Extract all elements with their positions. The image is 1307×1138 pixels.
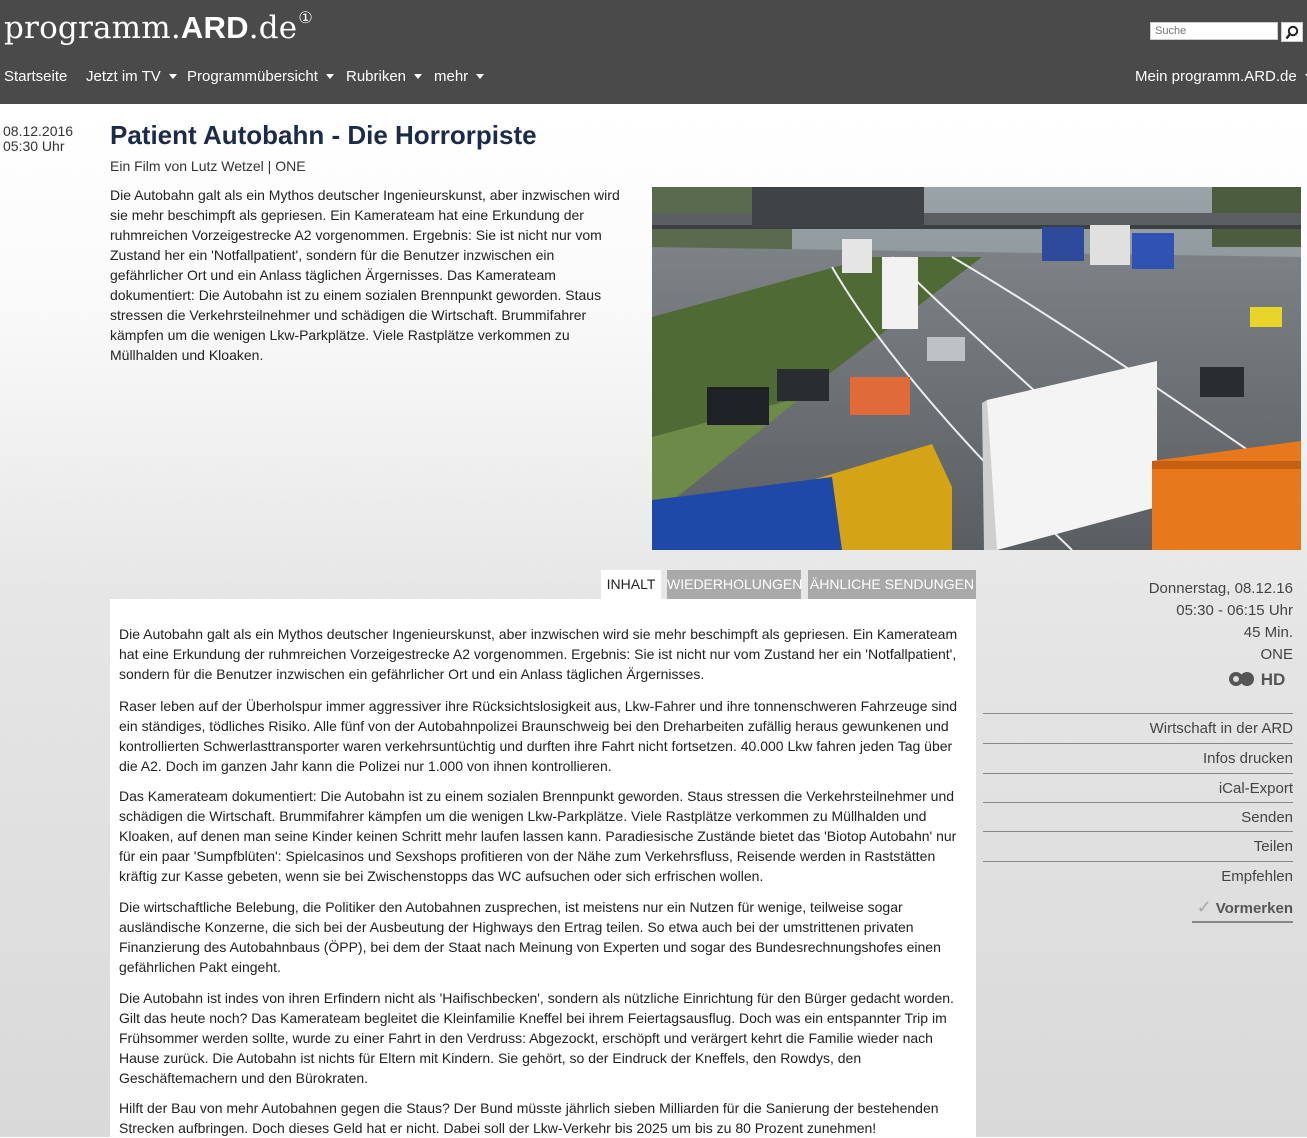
broadcast-day: Donnerstag, 08.12.16 bbox=[1148, 580, 1293, 597]
content-paragraph: Das Kamerateam dokumentiert: Die Autobahn ist zu einem sozialen Brennpunkt geworden. Staus stressen die Verkehrsteilnehmer und schädigen die Wirtschaft. Brummifahrer kämpfen um die wenigen Lkw-Parkplätze. Viele Rastplätze verkommen zu Müllhalden und Kloaken, auf denen man seine Kinder keinen Schritt mehr laufen lassen kann. Paradiesische Zustände bietet das 'Biotop Autobahn' nur für ein paar 'Sumpfblüten': Spielcasinos und Sexshops profitieren von der Nähe zum Verkehrsfluss, Reisende werden in Raststätten kräftig zur Kasse gebeten, wenn sie bei Zwischenstopps das WC aufsuchen oder sich erfrischen wollen. bbox=[119, 788, 957, 884]
content-paragraph: Hilft der Bau von mehr Autobahnen gegen die Staus? Der Bund müsste jährlich sieben Milliarden für die Sanierung der bestehenden Strecken aufbringen. Doch dieses Geld hat er nicht. Dabei soll der Lkw-Verkehr bis 2025 um bis zu 80 Prozent zunehmen! bbox=[119, 1100, 939, 1136]
nav-mehr[interactable] bbox=[434, 68, 484, 85]
chevron-down-icon bbox=[476, 74, 484, 79]
action-teilen[interactable]: Teilen bbox=[983, 831, 1293, 861]
nav-label: Startseite bbox=[4, 68, 68, 85]
nav-programmuebersicht[interactable] bbox=[187, 68, 334, 85]
nav-label: Rubriken bbox=[346, 68, 407, 85]
airdate-date: 08.12.2016 bbox=[3, 123, 74, 139]
chevron-down-icon bbox=[414, 74, 422, 79]
airdate bbox=[3, 124, 73, 154]
nav-rubriken[interactable] bbox=[346, 68, 422, 85]
logo-brand: ARD bbox=[180, 10, 249, 45]
content-paragraph: Die Autobahn galt als ein Mythos deutscher Ingenieurskunst, aber inzwischen wird sie mehr beschimpft als gepriesen. Ein Kamerateam hat eine Erkundung der ruhmreichen Vorzeigestrecke A2 vorgenommen. Ergebnis: Sie ist nicht nur vom Zustand her ein 'Notfallpatient', sondern für die Benutzer inzwischen ein gefährlicher Ort und ein Anlass täglichen Ärgernisses. bbox=[119, 626, 958, 682]
hd-label: HD bbox=[1260, 670, 1286, 689]
highway-photo-illustration bbox=[652, 187, 1301, 550]
action-wirtschaft-in-der-ard[interactable]: Wirtschaft in der ARD bbox=[983, 713, 1293, 743]
dual-audio-icon bbox=[1228, 671, 1256, 687]
content-paragraph: Die Autobahn ist indes von ihren Erfindern nicht als 'Haifischbecken', sondern als nützliche Einrichtung für den Bürger gedacht worden. Gilt das heute noch? Das Kamerateam begleitet die Kleinfamilie Kneffel bei ihrem Feiertagsausflug. Doch was ein entspannter Trip im Frühsommer werden sollte, wurde zu einer Fahrt in den Verdruss: Abgezockt, erschöpft und verärgert kehrt die Familie wieder nach Hause zurück. Die Autobahn ist nichts für Eltern mit Kindern. Sie gehört, so der Eindruck der Kneffels, den Rowdys, den Geschäftemachern und den Bürokraten. bbox=[119, 990, 954, 1086]
page-title: Patient Autobahn - Die Horrorpiste bbox=[110, 120, 537, 150]
nav-startseite[interactable] bbox=[4, 68, 67, 85]
action-senden[interactable]: Senden bbox=[983, 802, 1293, 832]
search-icon bbox=[1285, 25, 1299, 40]
content-panel bbox=[110, 599, 976, 1137]
nav-label: Programmübersicht bbox=[187, 68, 318, 85]
nav-mein-programm[interactable] bbox=[1135, 68, 1307, 85]
broadcast-duration: 45 Min. bbox=[1243, 624, 1293, 641]
tab-aehnliche-sendungen[interactable]: ÄHNLICHE SENDUNGEN bbox=[808, 570, 976, 599]
broadcast-channel: ONE bbox=[1260, 646, 1293, 663]
search-button[interactable] bbox=[1281, 22, 1303, 42]
content-paragraph: Raser leben auf der Überholspur immer aggressiver ihre Rücksichtslosigkeit aus, Lkw-Fahrer und ihre tonnenschweren Fahrzeuge sind ein ständiges, tödliches Risiko. Alle fünf von der Autobahnpolizei Braunschweig bei den Dreharbeiten zufällig heraus gewunkenen und kontrollierten Schwerlasttransporter waren verkehrsuntüchtig und durften ihre Fahrt nicht fortsetzen. 40.000 Lkw fahren jeden Tag über die A2. Doch im ganzen Jahr kann die Polizei nur 1.000 von ihnen kontrollieren. bbox=[119, 698, 958, 774]
airdate-time: 05:30 Uhr bbox=[3, 138, 65, 154]
chevron-down-icon bbox=[169, 74, 177, 79]
bookmark-button[interactable] bbox=[1192, 894, 1293, 923]
tab-inhalt[interactable]: INHALT bbox=[601, 570, 661, 599]
chevron-down-icon bbox=[326, 74, 334, 79]
nav-label: Jetzt im TV bbox=[86, 68, 161, 85]
logo-prefix: programm. bbox=[4, 10, 181, 46]
ard-one-mark-icon: ① bbox=[298, 8, 313, 27]
nav-label: Mein programm.ARD.de bbox=[1135, 68, 1297, 85]
action-empfehlen[interactable]: Empfehlen bbox=[983, 861, 1293, 891]
bookmark-label: Vormerken bbox=[1215, 900, 1293, 917]
page-subtitle: Ein Film von Lutz Wetzel | ONE bbox=[110, 158, 306, 174]
teaser-text: Die Autobahn galt als ein Mythos deutscher Ingenieurskunst, aber inzwischen wird sie mehr beschimpft als gepriesen. Ein Kamerateam hat eine Erkundung der ruhmreichen Vorzeigestrecke A2 vorgenommen. Ergebnis: Sie ist nicht nur vom Zustand her ein 'Notfallpatient', sondern für die Benutzer inzwischen ein gefährlicher Ort und ein Anlass täglichen Ärgernisses. Das Kamerateam dokumentiert: Die Autobahn ist zu einem sozialen Brennpunkt geworden. Staus stressen die Verkehrsteilnehmer und schädigen die Wirtschaft. Brummifahrer kämpfen um die wenigen Lkw-Parkplätze. Viele Rastplätze verkommen zu Müllhalden und Kloaken. bbox=[110, 187, 620, 363]
content-paragraph: Die wirtschaftliche Belebung, die Politiker den Autobahnen zusprechen, ist meistens nur ein Nutzen für wenige, teilweise sogar ausländische Konzerne, die sich bei der Ausbeutung der Highways den Ertrag teilen. So etwa auch bei der umstrittenen privaten Finanzierung des Autobahnbaus (ÖPP), bei dem der Staat nach Meinung von Experten und sogar des Bundesrechnungshofes einen gefährlichen Pakt eingeht. bbox=[119, 899, 941, 975]
action-infos-drucken[interactable]: Infos drucken bbox=[983, 743, 1293, 773]
site-logo[interactable] bbox=[4, 10, 313, 46]
action-ical-export[interactable]: iCal-Export bbox=[983, 773, 1293, 803]
nav-label: mehr bbox=[434, 68, 469, 85]
search-input[interactable] bbox=[1150, 22, 1278, 40]
broadcast-photo bbox=[652, 187, 1301, 550]
nav-jetzt-im-tv[interactable] bbox=[86, 68, 177, 85]
tab-wiederholungen[interactable]: WIEDERHOLUNGEN bbox=[667, 570, 801, 599]
broadcast-time-range: 05:30 - 06:15 Uhr bbox=[1176, 602, 1293, 619]
checkmark-icon: ✓ bbox=[1196, 897, 1212, 917]
logo-suffix: .de bbox=[248, 10, 298, 46]
search-box bbox=[1150, 22, 1303, 42]
site-header bbox=[0, 0, 1307, 104]
hd-badge bbox=[1228, 670, 1285, 690]
